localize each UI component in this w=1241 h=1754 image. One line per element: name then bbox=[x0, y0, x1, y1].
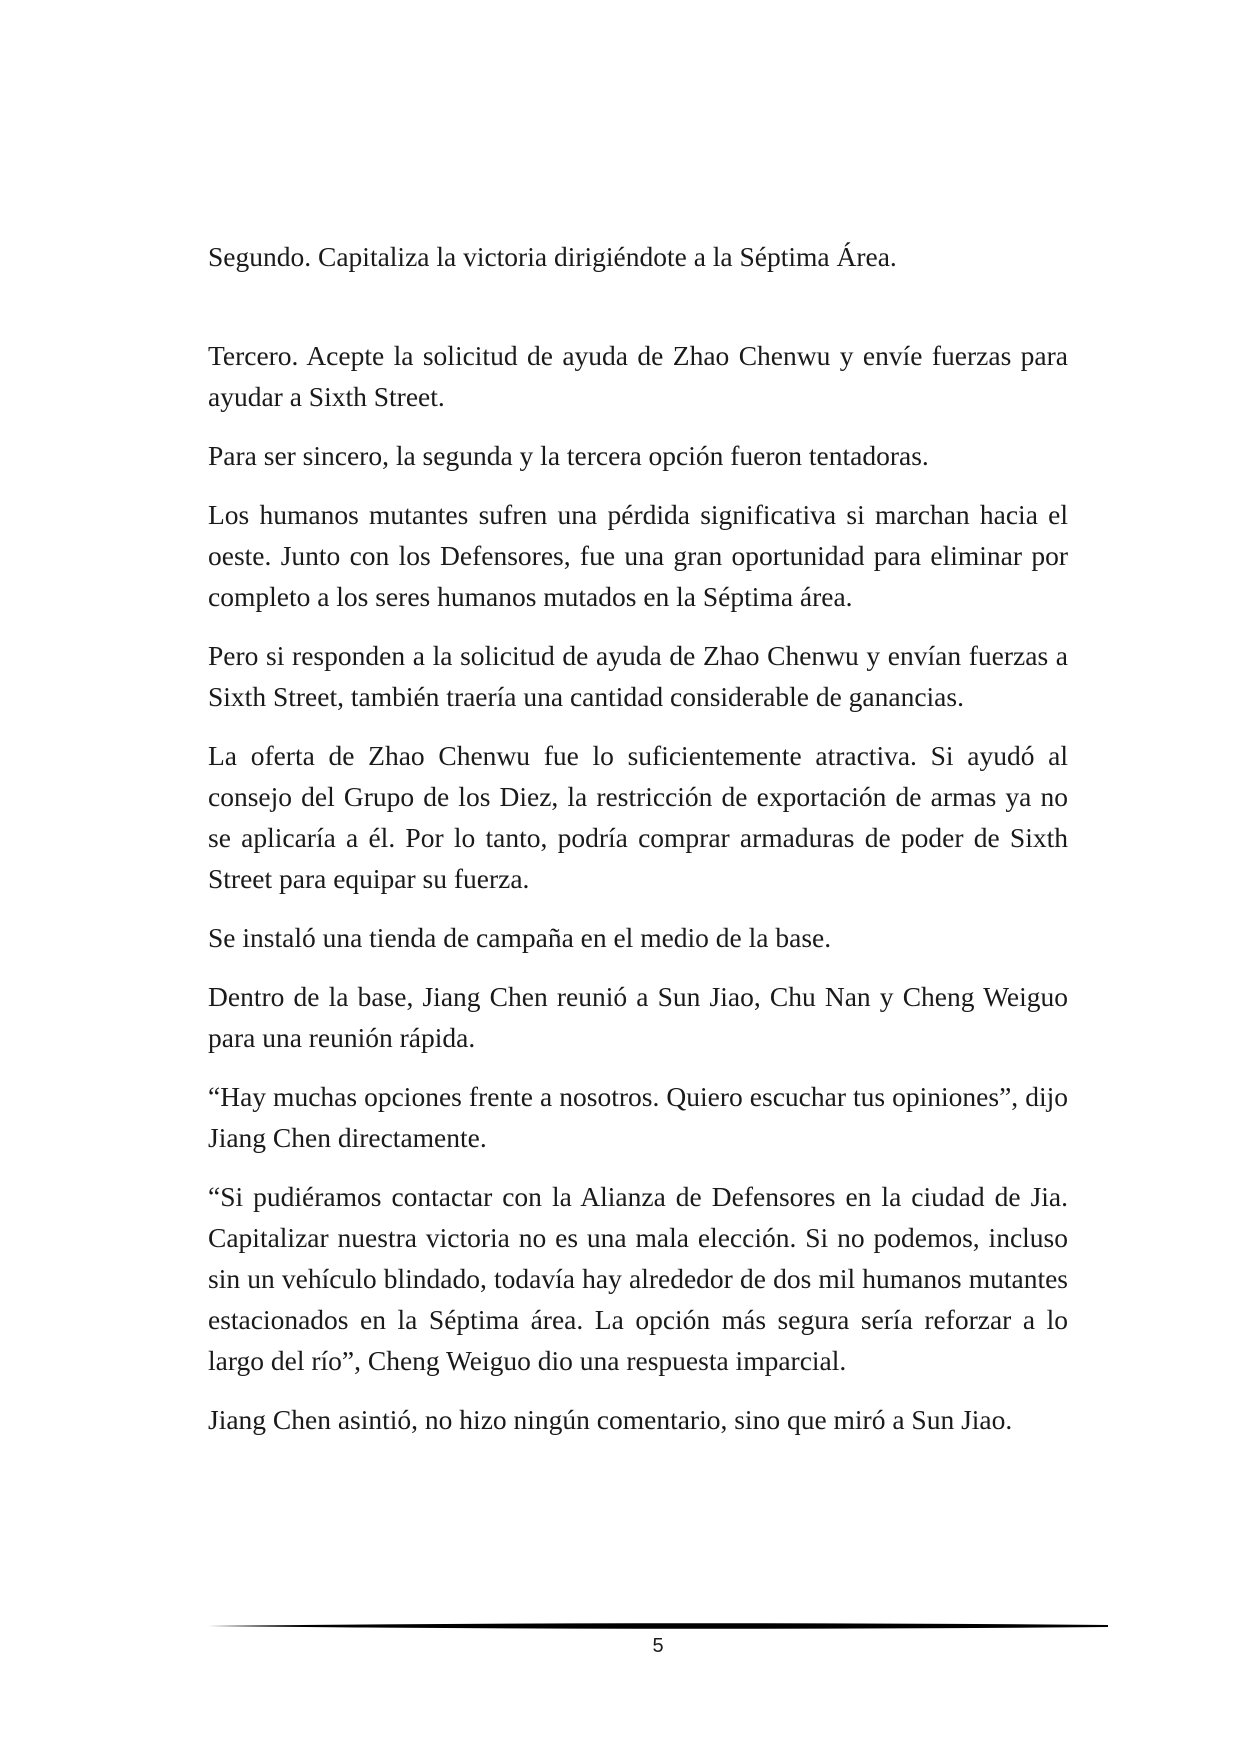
footer-rule-shape bbox=[208, 1623, 1108, 1629]
paragraph-6: La oferta de Zhao Chenwu fue lo suficientemente atractiva. Si ayudó al consejo del Grupo de los Diez, la restricción de exportación de armas ya no se aplicaría a él. Por lo tanto, podría comprar armaduras de poder de Sixth Street para equipar su fuerza. bbox=[208, 740, 1068, 894]
paragraph-11: Jiang Chen asintió, no hizo ningún comentario, sino que miró a Sun Jiao. bbox=[208, 1404, 1013, 1435]
paragraph-5: Pero si responden a la solicitud de ayuda de Zhao Chenwu y envían fuerzas a Sixth Street, también traería una cantidad considerable de ganancias. bbox=[208, 640, 1068, 712]
paragraph-2: Tercero. Acepte la solicitud de ayuda de Zhao Chenwu y envíe fuerzas para ayudar a Sixth Street. bbox=[208, 340, 1068, 412]
body-text bbox=[208, 236, 1068, 1458]
paragraph-7: Se instaló una tienda de campaña en el medio de la base. bbox=[208, 922, 832, 953]
page-number: 5 bbox=[652, 1635, 664, 1657]
paragraph-4: Los humanos mutantes sufren una pérdida significativa si marchan hacia el oeste. Junto con los Defensores, fue una gran oportunidad para eliminar por completo a los seres humanos mutados en la Séptima área. bbox=[208, 499, 1068, 612]
paragraph-3: Para ser sincero, la segunda y la tercera opción fueron tentadoras. bbox=[208, 440, 929, 471]
paragraph-9: “Hay muchas opciones frente a nosotros. Quiero escuchar tus opiniones”, dijo Jiang Chen directamente. bbox=[208, 1081, 1068, 1153]
footer-rule bbox=[208, 1620, 1108, 1632]
paragraph-8: Dentro de la base, Jiang Chen reunió a Sun Jiao, Chu Nan y Cheng Weiguo para una reunión rápida. bbox=[208, 981, 1068, 1053]
paragraph-10: “Si pudiéramos contactar con la Alianza de Defensores en la ciudad de Jia. Capitalizar nuestra victoria no es una mala elección. Si no podemos, incluso sin un vehículo blindado, todavía hay alrededor de dos mil humanos mutantes estacionados en la Séptima área. La opción más segura sería reforzar a lo largo del río”, Cheng Weiguo dio una respuesta imparcial. bbox=[208, 1181, 1068, 1376]
paragraph-1: Segundo. Capitaliza la victoria dirigiéndote a la Séptima Área. bbox=[208, 241, 897, 272]
